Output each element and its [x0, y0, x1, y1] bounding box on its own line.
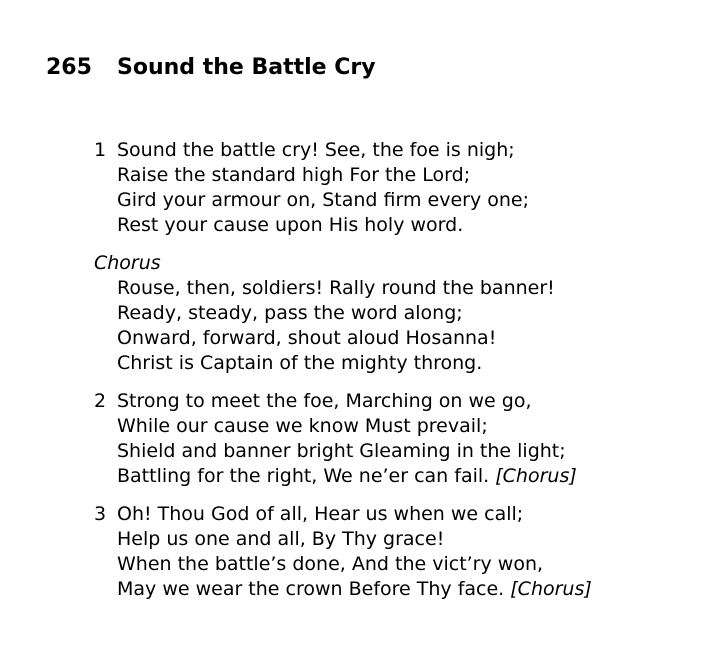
verse-line-text: Sound the battle cry! See, the foe is nigh; [117, 139, 515, 161]
verse-line-text: Gird your armour on, Stand firm every one; [117, 189, 529, 211]
verse-line-text: May we wear the crown Before Thy face. [117, 578, 505, 600]
verse-line-text: Help us one and all, By Thy grace! [117, 528, 445, 550]
chorus-heading: Chorus [94, 252, 161, 274]
verse-line [94, 502, 592, 527]
chorus [94, 251, 592, 376]
verse-line-text: Oh! Thou God of all, Hear us when we call; [117, 503, 524, 525]
chorus-line [94, 351, 592, 376]
verse-number: 2 [94, 390, 107, 412]
verse-line-text: When the battle’s done, And the vict’ry won, [117, 553, 544, 575]
chorus-line [94, 326, 592, 351]
verse-line [94, 163, 592, 188]
verse-line-text: While our cause we know Must prevail; [117, 415, 488, 437]
verse-line [94, 527, 592, 552]
verse-2 [94, 389, 592, 489]
hymn-header [46, 55, 376, 81]
chorus-line-text: Onward, forward, shout aloud Hosanna! [117, 327, 497, 349]
verse-line [94, 213, 592, 238]
verse-3 [94, 502, 592, 602]
verse-line [94, 464, 592, 489]
verse-line [94, 389, 592, 414]
chorus-line [94, 301, 592, 326]
chorus-reference: [Chorus] [495, 465, 577, 487]
verse-line-text: Raise the standard high For the Lord; [117, 164, 471, 186]
chorus-reference: [Chorus] [510, 578, 592, 600]
verse-line-text: Shield and banner bright Gleaming in the light; [117, 440, 566, 462]
hymn-body [94, 138, 592, 615]
chorus-line-text: Ready, steady, pass the word along; [117, 302, 463, 324]
verse-line [94, 577, 592, 602]
verse-line-text: Rest your cause upon His holy word. [117, 214, 464, 236]
verse-line [94, 552, 592, 577]
verse-line [94, 188, 592, 213]
chorus-line-text: Rouse, then, soldiers! Rally round the banner! [117, 277, 555, 299]
verse-number: 1 [94, 139, 107, 161]
hymn-title: Sound the Battle Cry [117, 55, 376, 80]
verse-line-text: Battling for the right, We ne’er can fail. [117, 465, 490, 487]
verse-line [94, 138, 592, 163]
verse-line [94, 439, 592, 464]
chorus-line [94, 276, 592, 301]
verse-number: 3 [94, 503, 107, 525]
verse-line-text: Strong to meet the foe, Marching on we go, [117, 390, 532, 412]
hymn-number: 265 [46, 55, 92, 80]
verse-1 [94, 138, 592, 238]
chorus-line-text: Christ is Captain of the mighty throng. [117, 352, 483, 374]
verse-line [94, 414, 592, 439]
